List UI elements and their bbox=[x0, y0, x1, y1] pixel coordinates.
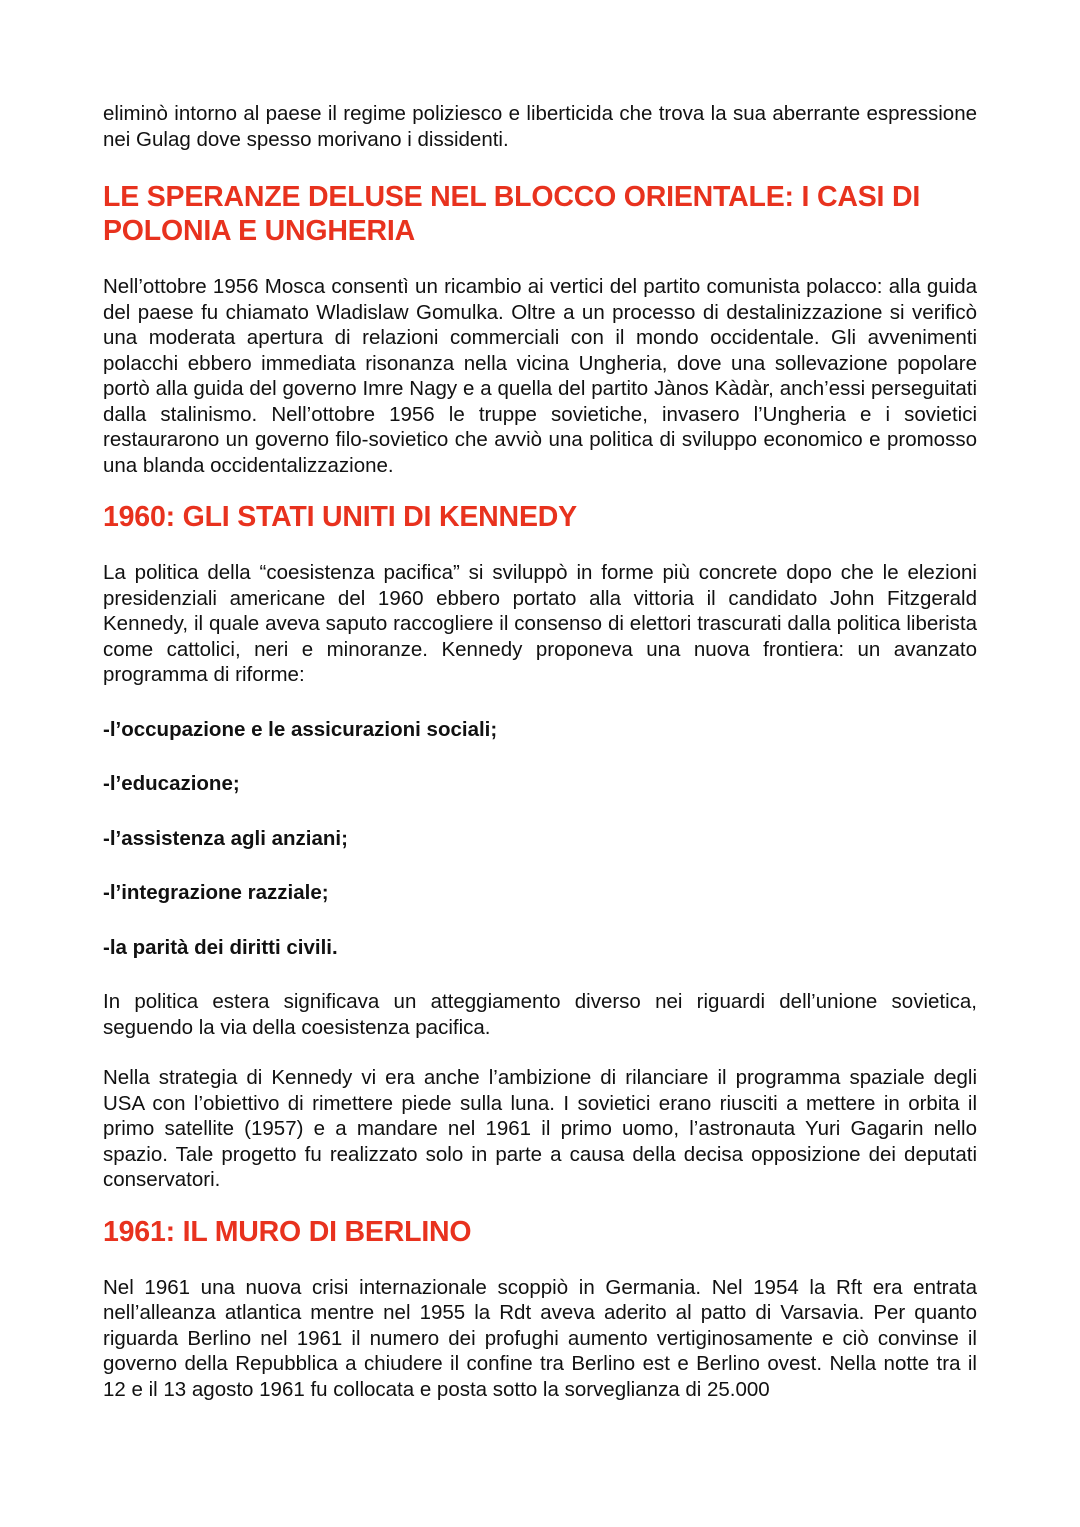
document-page bbox=[103, 101, 977, 1402]
list-item-occupazione: -l’occupazione e le assicurazioni sociali; bbox=[103, 717, 498, 741]
paragraph-kennedy-intro: La politica della “coesistenza pacifica” si sviluppò in forme più concrete dopo che le elezioni presidenziali americane del 1960 ebbero portato alla vittoria il candidato John Fitzgerald Kennedy, il quale aveva saputo raccogliere il consenso di elettori trascurati dalla politica liberista come cattolici, neri e minoranze. Kennedy proponeva una nuova frontiera: un avanzato programma di riforme: bbox=[103, 561, 977, 686]
heading-polonia-ungheria: LE SPERANZE DELUSE NEL BLOCCO ORIENTALE: I CASI DI POLONIA E UNGHERIA bbox=[103, 181, 921, 247]
paragraph-polonia-ungheria: Nell’ottobre 1956 Mosca consentì un ricambio ai vertici del partito comunista polacco: alla guida del paese fu chiamato Wladislaw Gomulka. Oltre a un processo di destalinizzazione si verificò una moderata apertura di relazioni commerciali con il mondo occidentale. Gli avvenimenti polacchi ebbero immediata risonanza nella vicina Ungheria, dove una sollevazione popolare portò alla guida del governo Imre Nagy e a quella del partito Jànos Kàdàr, anch’essi perseguitati dalla stalinismo. Nell’ottobre 1956 le truppe sovietiche, invasero l’Ungheria e i sovietici restaurarono un governo filo-sovietico che avviò una politica di sviluppo economico e promosso una blanda occidentalizzazione. bbox=[103, 275, 977, 477]
intro-paragraph: eliminò intorno al paese il regime poliziesco e liberticida che trova la sua aberrante espressione nei Gulag dove spesso morivano i dissidenti. bbox=[103, 102, 977, 151]
heading-kennedy: 1960: GLI STATI UNITI DI KENNEDY bbox=[103, 501, 577, 533]
paragraph-programma-spaziale: Nella strategia di Kennedy vi era anche l’ambizione di rilanciare il programma spaziale degli USA con l’obiettivo di rimettere piede sulla luna. I sovietici erano riusciti a mettere in orbita il primo satellite (1957) e a mandare nel 1961 il primo uomo, l’astronauta Yuri Gagarin nello spazio. Tale progetto fu realizzato solo in parte a causa della decisa opposizione dei deputati conservatori. bbox=[103, 1066, 977, 1191]
heading-muro-berlino: 1961: IL MURO DI BERLINO bbox=[103, 1215, 472, 1248]
list-item-assistenza: -l’assistenza agli anziani; bbox=[103, 826, 348, 850]
paragraph-politica-estera: In politica estera significava un atteggiamento diverso nei riguardi dell’unione sovietica, seguendo la via della coesistenza pacifica. bbox=[103, 990, 977, 1039]
list-item-integrazione: -l’integrazione razziale; bbox=[103, 881, 329, 904]
list-item-educazione: -l’educazione; bbox=[103, 772, 240, 795]
paragraph-muro-berlino: Nel 1961 una nuova crisi internazionale scoppiò in Germania. Nel 1954 la Rft era entrata nell’alleanza atlantica mentre nel 1955 la Rdt aveva aderito al patto di Varsavia. Per quanto riguarda Berlino nel 1961 il numero dei profughi aumento vertiginosamente e ciò convinse il governo della Repubblica a chiudere il confine tra Berlino est e Berlino ovest. Nella notte tra il 12 e il 13 agosto 1961 fu collocata e posta sotto la sorveglianza di 25.000 bbox=[103, 1275, 977, 1401]
list-item-parita: -la parità dei diritti civili. bbox=[103, 935, 338, 959]
